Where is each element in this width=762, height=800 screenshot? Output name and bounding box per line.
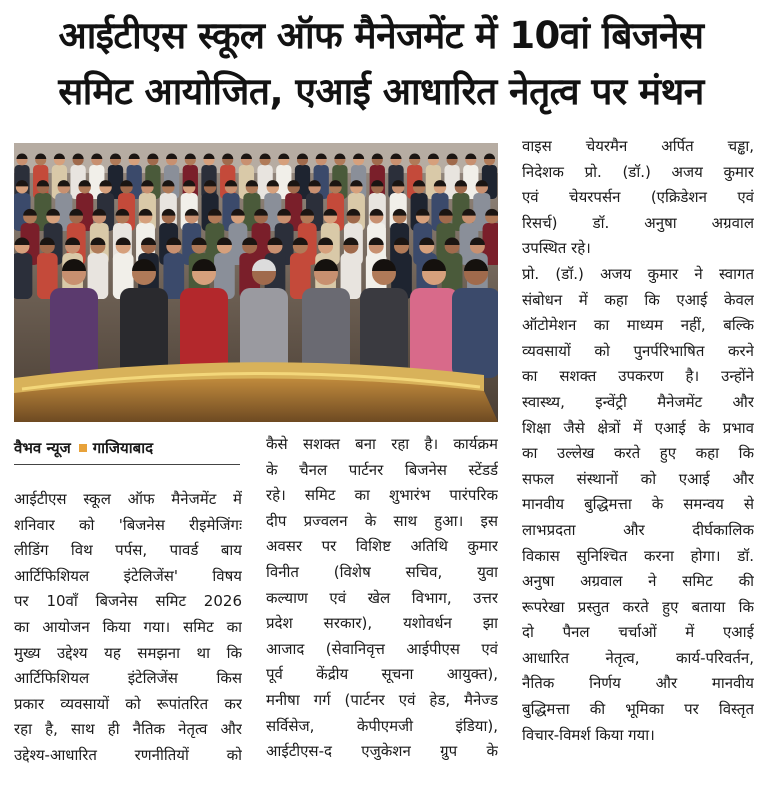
byline-location: गाजियाबाद	[92, 439, 154, 457]
article-line: मुख्य उद्देश्य यह समझना था कि	[14, 643, 242, 662]
headline-line-1: आईटीएस स्कूल ऑफ मैनेजमेंट में 10वां बिजनेस	[58, 14, 704, 57]
article-line: कैसे सशक्त बना रहा है। कार्यक्रम	[266, 435, 498, 453]
article-column-2	[266, 432, 498, 765]
article-line: लीडिंग विथ पर्पस, पावर्ड बाय	[14, 541, 242, 560]
article-line: विनीत (विशेष सचिव, युवा	[266, 562, 498, 581]
article-line: शिक्षा जैसे क्षेत्रों में एआई के प्रभाव	[522, 418, 754, 437]
article-line: अवसर पर विशिष्ट अतिथि कुमार	[266, 537, 498, 556]
article-line: आर्टिफिशियल इंटेलिजेंस किस	[14, 669, 242, 688]
headline-line-2: समिट आयोजित, एआई आधारित नेतृत्व पर मंथन	[58, 70, 704, 113]
bullet-square-icon	[79, 444, 87, 452]
article-line: आजाद (सेवानिवृत्त आईपीएस एवं	[266, 639, 498, 658]
article-line: व्यवसायों को पुनर्परिभाषित करने	[522, 341, 754, 360]
article-line: आर्टिफिशियल इंटेलिजेंस' विषय	[14, 566, 242, 585]
article-line: कल्याण एवं खेल विभाग, उत्तर	[266, 588, 498, 607]
article-line: नैतिक निर्णय और मानवीय	[522, 674, 754, 693]
article-line: स्वास्थ्य, इन्वेंट्री मैनेजमेंट और	[522, 392, 754, 411]
article-column-1	[14, 487, 242, 769]
article-line: सर्विसेज, केपीएमजी इंडिया),	[266, 716, 498, 735]
article-line: रहा है, साथ ही नैतिक नेतृत्व और	[14, 720, 242, 739]
byline-source: वैभव न्यूज	[14, 439, 71, 457]
article-line: प्रो. (डॉ.) अजय कुमार ने स्वागत	[522, 264, 754, 283]
article-line: मानवीय बुद्धिमत्ता के समन्वय से	[522, 495, 754, 514]
headline	[8, 8, 754, 120]
article-line: आधारित नेतृत्व, कार्य-परिवर्तन,	[522, 648, 754, 667]
article-line: एवं चेयरपर्सन (एक्रिडेशन एवं	[522, 188, 754, 207]
article-line: का आयोजन किया गया। समिट का	[14, 617, 242, 636]
article-line: के चैनल पार्टनर बिजनेस स्टेंडर्ड	[266, 460, 498, 479]
article-line: ऑटोमेशन का माध्यम नहीं, बल्कि	[522, 316, 754, 335]
article-line: विचार-विमर्श किया गया।	[522, 725, 655, 744]
article-line: अनुषा अग्रवाल ने समिट की	[522, 572, 754, 591]
article-line: प्रदेश सरकार), यशोवर्धन झा	[266, 614, 498, 633]
article-line: निदेशक प्रो. (डॉ.) अजय कुमार	[522, 162, 754, 181]
article-line: प्रकार व्यवसायों को रूपांतरित कर	[14, 694, 242, 713]
article-line: उद्देश्य-आधारित रणनीतियों को	[14, 745, 242, 764]
article-line: बुद्धिमत्ता की भूमिका पर विस्तृत	[522, 700, 754, 719]
article-column-3	[522, 134, 754, 748]
article-line: का सशक्त उपकरण है। उन्होंने	[522, 367, 754, 386]
article-line: पर 10वाँ बिजनेस समिट 2026	[14, 592, 242, 611]
article-line: शनिवार को 'बिजनेस रीइमेजिंगः	[14, 515, 242, 534]
article-line: रिसर्च) डॉ. अनुषा अग्रवाल	[522, 213, 754, 232]
article-line: दो पैनल चर्चाओं में एआई	[522, 623, 754, 642]
byline	[14, 436, 240, 465]
article-line: विकास सुनिश्चित करना होगा। डॉ.	[522, 546, 754, 565]
article-line: सफल संस्थानों को एआई और	[522, 469, 754, 488]
group-photo	[14, 143, 498, 422]
article-line: लाभप्रदता और दीर्घकालिक	[522, 520, 754, 539]
group-photo-illustration	[14, 143, 498, 422]
article-line: दीप प्रज्वलन के साथ हुआ। इस	[266, 511, 498, 530]
article-line: वाइस चेयरमैन अर्पित चड्ढा,	[522, 137, 754, 155]
article-line: आईटीएस स्कूल ऑफ मैनेजमेंट में	[14, 490, 242, 508]
article-line: पूर्व केंद्रीय सूचना आयुक्त),	[266, 665, 498, 684]
article-line: का उल्लेख करते हुए कहा कि	[522, 444, 754, 463]
article-line: रहे। समिट का शुभारंभ पारंपरिक	[266, 486, 498, 505]
article-line: उपस्थित रहे।	[522, 239, 591, 258]
article-line: मनीषा गर्ग (पार्टनर एवं हेड, मैनेज्ड	[266, 690, 498, 709]
article-line: आईटीएस-द एजुकेशन ग्रुप के	[266, 742, 498, 761]
article-line: रूपरेखा प्रस्तुत करते हुए बताया कि	[522, 597, 754, 616]
article-line: संबोधन में कहा कि एआई केवल	[522, 290, 754, 309]
